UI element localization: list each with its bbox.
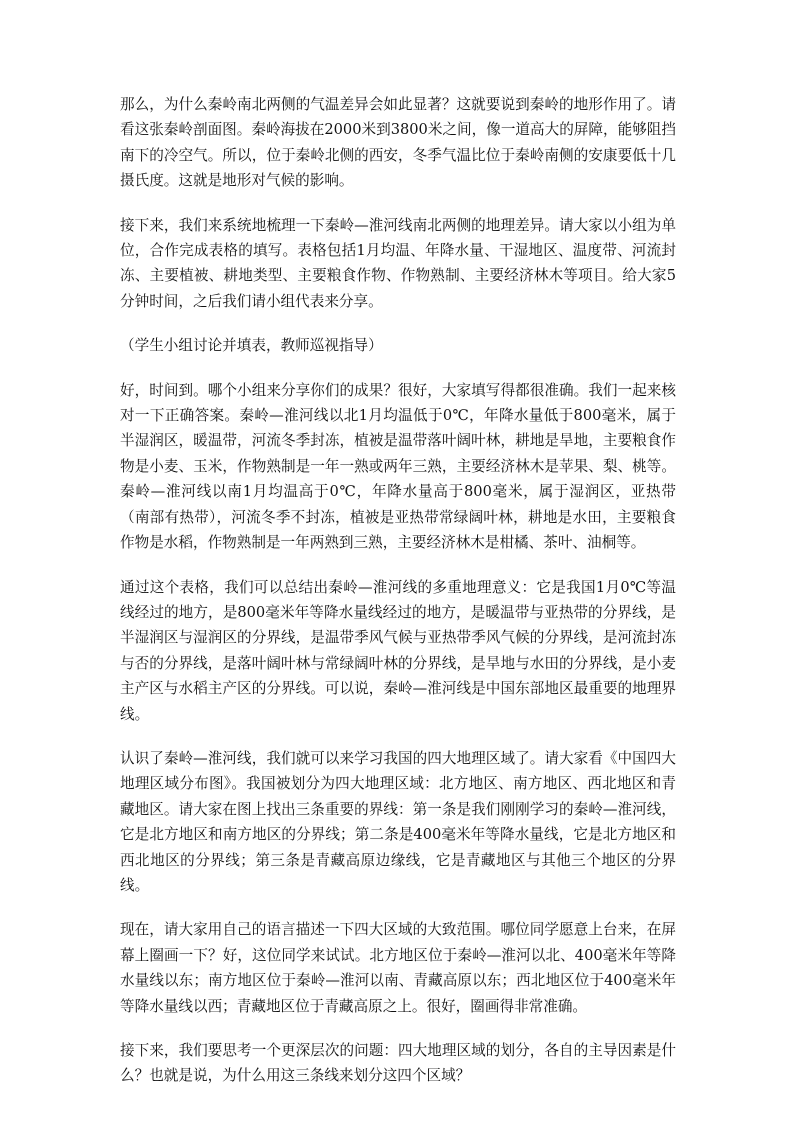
paragraph-dominant-factors: 接下来，我们要思考一个更深层次的问题：四大地理区域的划分，各自的主导因素是什么？也就是说，为什么用这三条线来划分这四个区域？ xyxy=(120,1042,676,1085)
document-page xyxy=(120,92,676,1089)
paragraph-stage-direction: （学生小组讨论并填表，教师巡视指导） xyxy=(120,337,383,355)
paragraph-terrain-effect: 那么，为什么秦岭南北两侧的气温差异会如此显著？这就要说到秦岭的地形作用了。请看这张秦岭剖面图。秦岭海拔在2000米到3800米之间，像一道高大的屏障，能够阻挡南下的冷空气。所以，位于秦岭北侧的西安，冬季气温比位于秦岭南侧的安康要低十几摄氏度。这就是地形对气候的影响。 xyxy=(120,96,676,190)
paragraph-significance: 通过这个表格，我们可以总结出秦岭—淮河线的多重地理意义：它是我国1月0℃等温线经过的地方，是800毫米年等降水量线经过的地方，是暖温带与亚热带的分界线，是半湿润区与湿润区的分界线，是温带季风气候与亚热带季风气候的分界线，是河流封冻与否的分界线，是落叶阔叶林与常绿阔叶林的分界线，是旱地与水田的分界线，是小麦主产区与水稻主产区的分界线。可以说，秦岭—淮河线是中国东部地区最重要的地理界线。 xyxy=(120,578,676,723)
paragraph-region-ranges: 现在，请大家用自己的语言描述一下四大区域的大致范围。哪位同学愿意上台来，在屏幕上圈画一下？好，这位同学来试试。北方地区位于秦岭—淮河以北、400毫米年等降水量线以东；南方地区位于秦岭—淮河以南、青藏高原以东；西北地区位于400毫米年等降水量线以西；青藏地区位于青藏高原之上。很好，圈画得非常准确。 xyxy=(120,921,676,1015)
paragraph-four-regions: 认识了秦岭—淮河线，我们就可以来学习我国的四大地理区域了。请大家看《中国四大地理区域分布图》。我国被划分为四大地理区域：北方地区、南方地区、西北地区和青藏地区。请大家在图上找出三条重要的界线：第一条是我们刚刚学习的秦岭—淮河线，它是北方地区和南方地区的分界线；第二条是400毫米年等降水量线，它是北方地区和西北地区的分界线；第三条是青藏高原边缘线，它是青藏地区与其他三个地区的分界线。 xyxy=(120,749,676,894)
paragraph-answer-check: 好，时间到。哪个小组来分享你们的成果？很好，大家填写得都很准确。我们一起来核对一下正确答案。秦岭—淮河线以北1月均温低于0℃，年降水量低于800毫米，属于半湿润区，暖温带，河流冬季封冻，植被是温带落叶阔叶林，耕地是旱地，主要粮食作物是小麦、玉米，作物熟制是一年一熟或两年三熟，主要经济林木是苹果、梨、桃等。秦岭—淮河线以南1月均温高于0℃，年降水量高于800毫米，属于湿润区，亚热带（南部有热带），河流冬季不封冻，植被是亚热带常绿阔叶林，耕地是水田，主要粮食作物是水稻，作物熟制是一年两熟到三熟，主要经济林木是柑橘、茶叶、油桐等。 xyxy=(120,381,676,552)
paragraph-group-task: 接下来，我们来系统地梳理一下秦岭—淮河线南北两侧的地理差异。请大家以小组为单位，合作完成表格的填写。表格包括1月均温、年降水量、干湿地区、温度带、河流封冻、主要植被、耕地类型、主要粮食作物、作物熟制、主要经济林木等项目。给大家5分钟时间，之后我们请小组代表来分享。 xyxy=(120,216,676,310)
